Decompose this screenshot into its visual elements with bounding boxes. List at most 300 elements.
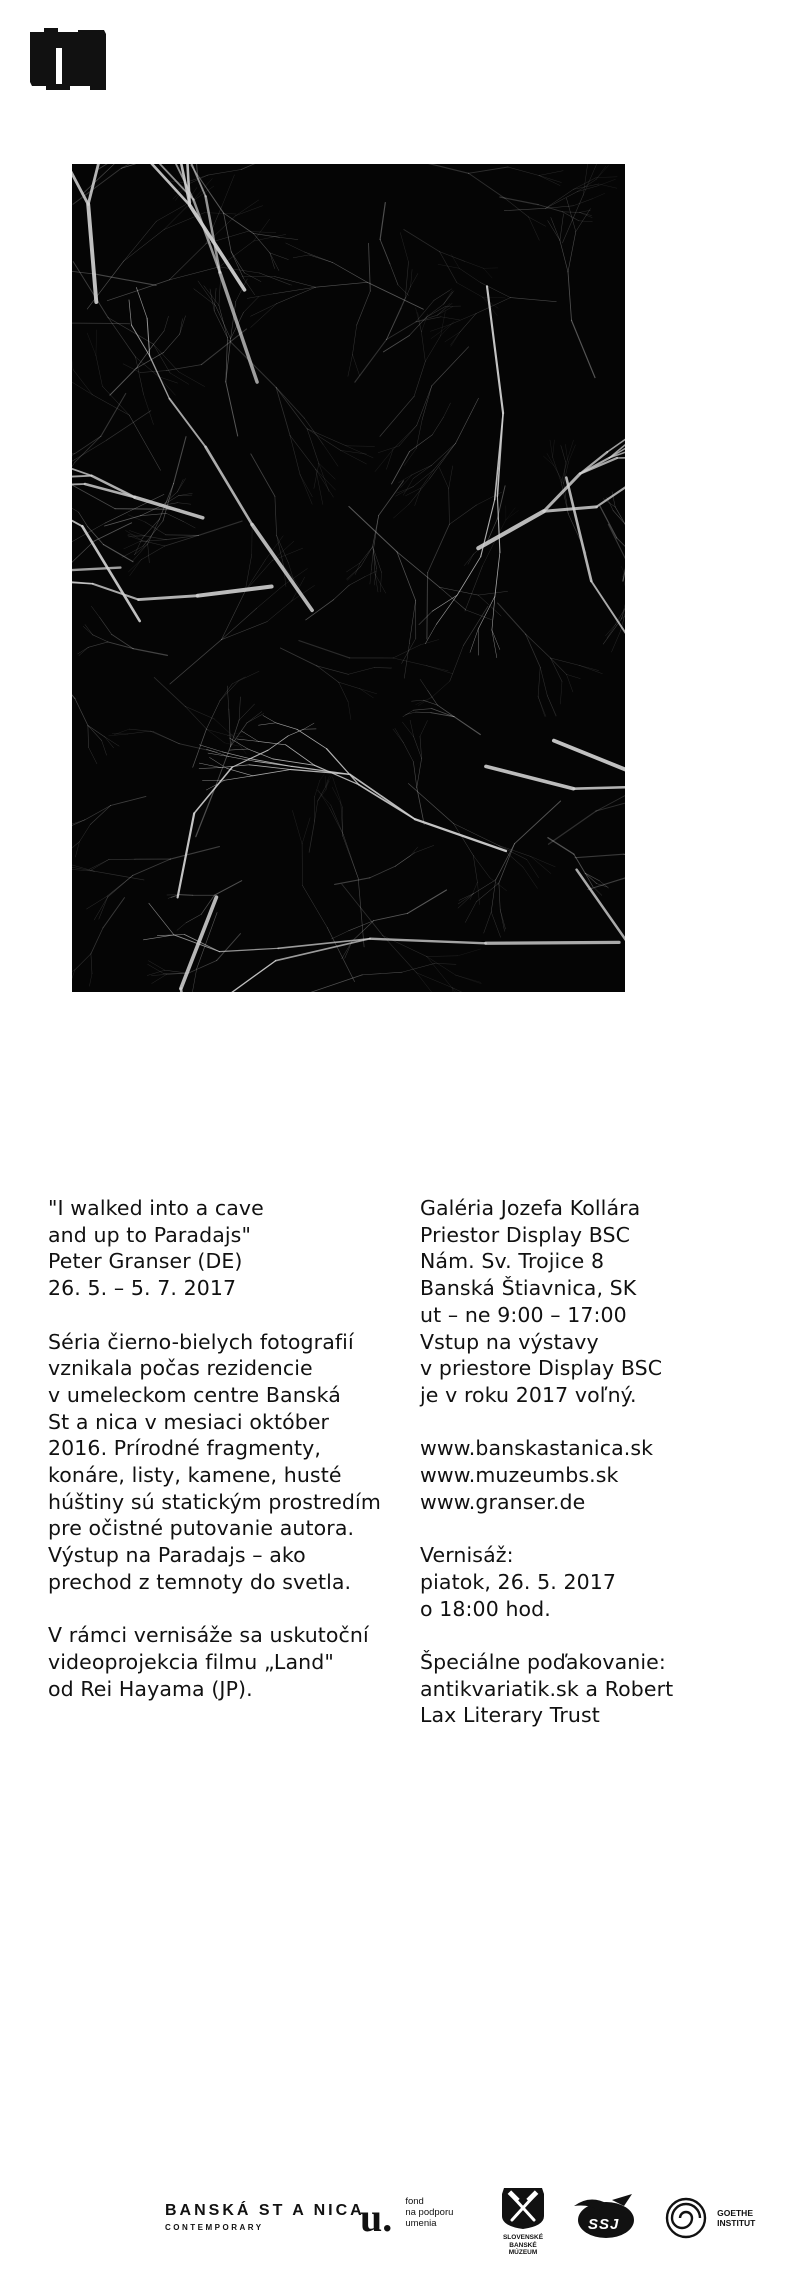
branch-stroke (178, 813, 195, 897)
branch-stroke (222, 175, 235, 206)
branch-stroke (339, 682, 360, 689)
branch-stroke (355, 340, 387, 383)
branch-stroke (420, 640, 439, 645)
branch-stroke (72, 541, 94, 562)
branch-stroke (304, 418, 323, 444)
branch-stroke (75, 436, 101, 462)
branch-stroke (194, 289, 216, 306)
branch-stroke (417, 973, 442, 992)
branch-stroke (400, 233, 408, 262)
branch-stroke (85, 625, 93, 635)
branch-stroke (79, 647, 88, 655)
branch-stroke (427, 956, 458, 957)
branch-stroke (444, 291, 453, 304)
branch-stroke (430, 325, 450, 332)
branch-stroke (75, 699, 88, 726)
branch-stroke (484, 268, 493, 278)
branch-stroke (367, 282, 423, 309)
branch-stroke (194, 767, 232, 813)
branch-stroke (231, 723, 247, 747)
branch-stroke (486, 766, 574, 788)
branch-stroke (579, 665, 602, 673)
branch-stroke (568, 440, 574, 459)
branch-stroke (91, 606, 99, 617)
branch-stroke (408, 890, 447, 913)
bare-branches-night-photo (72, 164, 625, 992)
branch-stroke (333, 263, 368, 283)
branch-stroke (500, 910, 504, 932)
branch-stroke (186, 914, 201, 923)
branch-stroke (403, 710, 414, 717)
branch-stroke (327, 927, 354, 981)
branch-stroke (574, 787, 625, 789)
crossed-hammers-icon (498, 2186, 548, 2230)
branch-stroke (220, 684, 232, 701)
branch-stroke (477, 882, 479, 904)
ssj-logo (572, 2192, 636, 2246)
goethe-text-line: INSTITUT (717, 2218, 756, 2228)
branch-stroke (617, 457, 625, 458)
branch-stroke (539, 171, 563, 176)
branch-stroke (89, 747, 97, 764)
branch-stroke (149, 903, 174, 935)
branch-stroke (430, 443, 456, 479)
branch-stroke (452, 988, 473, 992)
branch-stroke (390, 264, 398, 285)
branch-stroke (374, 913, 408, 920)
branch-stroke (596, 177, 617, 178)
branch-stroke (275, 496, 277, 535)
branch-stroke (401, 475, 412, 488)
text-line: piatok, 26. 5. 2017 (420, 1569, 617, 1594)
branch-stroke (258, 741, 285, 744)
branch-stroke (153, 344, 179, 372)
branch-stroke (94, 871, 144, 880)
branch-stroke (166, 513, 183, 521)
branch-stroke (72, 820, 85, 828)
branch-stroke (428, 691, 438, 706)
text-line: antikvariatik.sk a Robert (420, 1676, 674, 1701)
branch-stroke (247, 294, 273, 299)
branch-stroke (452, 988, 457, 992)
branch-stroke (459, 268, 480, 282)
branch-stroke (110, 368, 136, 395)
branch-stroke (332, 787, 342, 807)
branch-stroke (259, 723, 276, 725)
branch-stroke (277, 287, 316, 303)
branch-stroke (304, 723, 314, 729)
branch-stroke (267, 601, 292, 622)
branch-stroke (75, 436, 101, 454)
branch-stroke (251, 454, 275, 496)
branch-stroke (133, 859, 171, 875)
text-line: Špeciálne poďakovanie: (420, 1649, 666, 1674)
branch-stroke (387, 298, 406, 340)
branch-stroke (72, 505, 79, 512)
branch-stroke (412, 700, 424, 701)
branch-stroke (333, 777, 341, 802)
spacer (420, 1515, 770, 1542)
branch-stroke (255, 761, 292, 766)
branch-stroke (409, 479, 430, 505)
branch-stroke (418, 312, 422, 332)
branch-stroke (600, 506, 617, 538)
branch-stroke (278, 939, 370, 949)
spacer (420, 1409, 770, 1436)
branch-stroke (124, 230, 164, 262)
branch-stroke (315, 801, 318, 821)
branch-stroke (353, 325, 357, 355)
branch-stroke (474, 880, 496, 894)
text-line: Banská Štiavnica, SK (420, 1276, 637, 1301)
branch-stroke (210, 289, 214, 311)
branch-stroke (554, 741, 625, 786)
branch-stroke (538, 697, 545, 717)
branch-stroke (551, 658, 580, 665)
branch-stroke (134, 544, 147, 555)
branch-stroke (150, 731, 179, 744)
branch-stroke (348, 355, 353, 377)
branch-stroke (434, 443, 456, 469)
branch-stroke (402, 963, 435, 972)
text-line: Lax Literary Trust (420, 1703, 600, 1728)
branch-stroke (165, 535, 199, 546)
branch-stroke (317, 666, 339, 682)
branch-stroke (370, 866, 395, 878)
branch-stroke (413, 762, 416, 788)
branch-stroke (420, 721, 428, 737)
branch-stroke (184, 522, 196, 528)
branch-stroke (550, 440, 553, 457)
branch-stroke (199, 768, 221, 769)
branch-stroke (232, 677, 245, 684)
branch-stroke (458, 894, 474, 909)
branch-stroke (422, 386, 432, 420)
branch-stroke (466, 610, 492, 620)
branch-stroke (180, 316, 186, 334)
branch-stroke (495, 413, 503, 499)
branch-stroke (276, 387, 307, 428)
branch-stroke (325, 776, 331, 788)
museum-text (498, 2234, 548, 2257)
branch-stroke (207, 730, 225, 743)
branch-stroke (316, 282, 368, 287)
branch-stroke (551, 658, 563, 682)
branch-stroke (316, 469, 336, 490)
branch-stroke (357, 291, 371, 325)
branch-stroke (141, 546, 165, 560)
text-line: Galéria Jozefa Kollára (420, 1196, 641, 1220)
branch-stroke (432, 443, 456, 465)
branch-stroke (567, 674, 581, 678)
branch-stroke (579, 665, 599, 670)
branch-stroke (130, 560, 142, 576)
branch-stroke (72, 462, 75, 482)
website-link[interactable]: www.granser.de (420, 1489, 586, 1514)
branch-stroke (449, 489, 450, 525)
branch-stroke (499, 883, 500, 910)
branch-stroke (378, 446, 399, 453)
branch-stroke (484, 912, 492, 933)
branch-stroke (360, 689, 377, 694)
branch-stroke (94, 897, 108, 920)
branch-stroke (88, 726, 89, 748)
branch-stroke (317, 790, 331, 805)
branch-stroke (515, 801, 561, 844)
branch-stroke (416, 697, 432, 704)
text-line: V rámci vernisáže sa uskutoční (48, 1623, 369, 1648)
branch-stroke (551, 218, 560, 241)
branch-stroke (109, 734, 128, 736)
branch-stroke (500, 910, 505, 929)
branch-stroke (273, 287, 315, 294)
text-line: Nám. Sv. Trojice 8 (420, 1249, 605, 1274)
branch-stroke (348, 668, 374, 675)
branch-stroke (492, 630, 497, 658)
branch-stroke (286, 243, 305, 252)
branch-stroke (409, 600, 415, 643)
branch-stroke (613, 510, 625, 524)
branch-stroke (72, 343, 73, 369)
branch-stroke (531, 857, 551, 874)
branch-stroke (309, 821, 315, 852)
text-line: Séria čierno-bielych fotografií (48, 1329, 354, 1354)
branch-stroke (365, 571, 376, 576)
branch-stroke (574, 178, 597, 190)
branch-stroke (458, 894, 474, 904)
branch-stroke (476, 883, 499, 902)
branch-stroke (333, 585, 349, 600)
branch-stroke (362, 972, 402, 975)
branch-stroke (572, 320, 596, 377)
branch-stroke (410, 435, 433, 452)
branch-stroke (88, 726, 105, 738)
branch-stroke (280, 648, 316, 666)
branch-stroke (380, 572, 381, 592)
branch-stroke (349, 577, 365, 586)
branch-stroke (108, 875, 133, 897)
branch-stroke (469, 167, 509, 173)
branch-stroke (596, 790, 625, 811)
branch-stroke (244, 273, 261, 282)
branch-stroke (91, 859, 109, 870)
branch-stroke (529, 217, 546, 226)
text-line: Výstup na Paradajs – ako (48, 1543, 306, 1568)
branch-stroke (432, 681, 450, 697)
branch-stroke (567, 674, 573, 692)
branch-stroke (166, 535, 199, 536)
fond-text-line: umenia (405, 2218, 437, 2229)
branch-stroke (196, 788, 215, 837)
branch-stroke (360, 547, 372, 563)
branch-stroke (152, 974, 167, 983)
branch-stroke (331, 805, 344, 835)
branch-stroke (156, 205, 185, 221)
branch-stroke (108, 642, 133, 649)
branch-stroke (428, 524, 450, 572)
branch-stroke (607, 625, 615, 639)
branch-stroke (96, 355, 103, 386)
branch-stroke (247, 714, 264, 723)
branch-stroke (133, 649, 167, 656)
branch-stroke (73, 262, 108, 318)
branch-stroke (275, 277, 316, 288)
branch-stroke (449, 505, 476, 524)
branch-stroke (154, 677, 185, 706)
branch-stroke (73, 370, 92, 395)
branch-stroke (260, 273, 291, 285)
branch-stroke (510, 298, 556, 302)
branch-stroke (307, 429, 341, 451)
branch-stroke (244, 278, 255, 294)
black-block-logo-icon (30, 28, 108, 92)
branch-stroke (491, 880, 496, 912)
branch-stroke (220, 681, 239, 701)
branch-stroke (427, 666, 453, 674)
branch-stroke (150, 356, 170, 399)
branch-stroke (177, 480, 183, 492)
branch-stroke (459, 894, 474, 901)
branch-stroke (263, 716, 276, 723)
goethe-spiral-icon (664, 2196, 708, 2240)
branch-stroke (562, 195, 583, 243)
branch-stroke (392, 452, 410, 485)
text-line: od Rei Hayama (JP). (48, 1676, 253, 1701)
branch-stroke (373, 516, 379, 547)
branch-stroke (318, 790, 326, 801)
branch-stroke (135, 539, 143, 555)
text-line: Priestor Display BSC (420, 1222, 631, 1247)
branch-stroke (546, 189, 574, 208)
branch-stroke (577, 186, 599, 192)
website-link[interactable]: www.muzeumbs.sk (420, 1463, 619, 1488)
branch-stroke (219, 305, 228, 337)
branch-stroke (300, 475, 312, 505)
branch-stroke (148, 964, 164, 973)
branch-stroke (478, 511, 544, 548)
branch-stroke (476, 298, 510, 314)
branch-stroke (96, 330, 97, 355)
branch-stroke (221, 622, 267, 640)
exhibition-description (48, 1195, 388, 1702)
branch-stroke (540, 667, 547, 696)
branch-stroke (615, 507, 625, 524)
website-link[interactable]: www.banskastanica.sk (420, 1436, 654, 1461)
branch-stroke (105, 737, 114, 748)
branch-stroke (465, 902, 476, 923)
branch-stroke (219, 267, 259, 273)
branch-stroke (94, 523, 132, 541)
branch-stroke (253, 234, 270, 253)
branch-stroke (88, 726, 102, 741)
branch-stroke (566, 478, 591, 581)
banska-stanica-subtitle: CONTEMPORARY (165, 2223, 264, 2232)
branch-stroke (88, 642, 108, 647)
branch-stroke (290, 435, 300, 474)
text-line: Vernisáž: (420, 1543, 514, 1568)
branch-stroke (297, 729, 327, 748)
branch-stroke (568, 272, 572, 321)
branch-stroke (451, 254, 459, 268)
branch-stroke (434, 290, 450, 300)
branch-stroke (473, 856, 477, 883)
branch-stroke (87, 333, 96, 355)
branch-stroke (402, 638, 416, 663)
branch-stroke (544, 474, 580, 512)
branch-stroke (468, 554, 474, 564)
branch-stroke (526, 634, 551, 658)
fond-logo (360, 2195, 454, 2240)
fond-text-line: fond (405, 2196, 424, 2207)
branch-stroke (395, 856, 410, 867)
branch-stroke (198, 521, 242, 535)
branch-stroke (221, 591, 245, 640)
branch-stroke (465, 261, 484, 268)
branch-stroke (129, 300, 131, 325)
branch-stroke (573, 199, 592, 206)
branch-stroke (152, 974, 167, 975)
branch-stroke (395, 728, 404, 742)
branch-stroke (397, 552, 440, 587)
banska-stanica-title: BANSKÁ ST A NICA (165, 2202, 365, 2219)
branch-stroke (164, 316, 168, 331)
branch-stroke (145, 536, 167, 540)
branch-stroke (132, 544, 147, 562)
branch-stroke (236, 206, 263, 216)
branch-stroke (225, 776, 253, 780)
branch-stroke (423, 700, 437, 705)
branch-stroke (307, 429, 319, 464)
branch-stroke (560, 240, 568, 272)
branch-stroke (419, 611, 432, 624)
branch-stroke (169, 399, 205, 447)
branch-stroke (450, 332, 459, 345)
branch-stroke (624, 854, 625, 864)
branch-stroke (421, 332, 425, 362)
branch-stroke (214, 311, 227, 338)
venue-info (420, 1195, 770, 1729)
branch-stroke (72, 487, 82, 526)
branch-stroke (91, 954, 92, 974)
branch-stroke (300, 475, 312, 497)
branch-stroke (470, 882, 477, 900)
branch-stroke (102, 740, 107, 755)
branch-stroke (190, 205, 245, 290)
branch-stroke (221, 608, 256, 640)
branch-stroke (380, 396, 414, 436)
branch-stroke (415, 845, 434, 852)
branch-stroke (193, 729, 207, 767)
branch-stroke (124, 221, 157, 261)
branch-stroke (335, 878, 370, 885)
branch-stroke (553, 440, 555, 457)
branch-stroke (307, 429, 346, 446)
branch-stroke (224, 213, 254, 233)
branch-stroke (432, 347, 469, 386)
branch-stroke (456, 398, 479, 443)
branch-stroke (575, 854, 624, 858)
branch-stroke (214, 881, 241, 896)
branch-stroke (185, 706, 207, 729)
branch-stroke (456, 975, 481, 982)
branch-stroke (417, 787, 424, 824)
fond-text-line: na podporu (405, 2207, 454, 2218)
branch-stroke (548, 221, 560, 241)
branch-stroke (375, 449, 393, 471)
branch-stroke (495, 552, 500, 596)
branch-stroke (504, 208, 545, 210)
branch-stroke (302, 818, 310, 844)
